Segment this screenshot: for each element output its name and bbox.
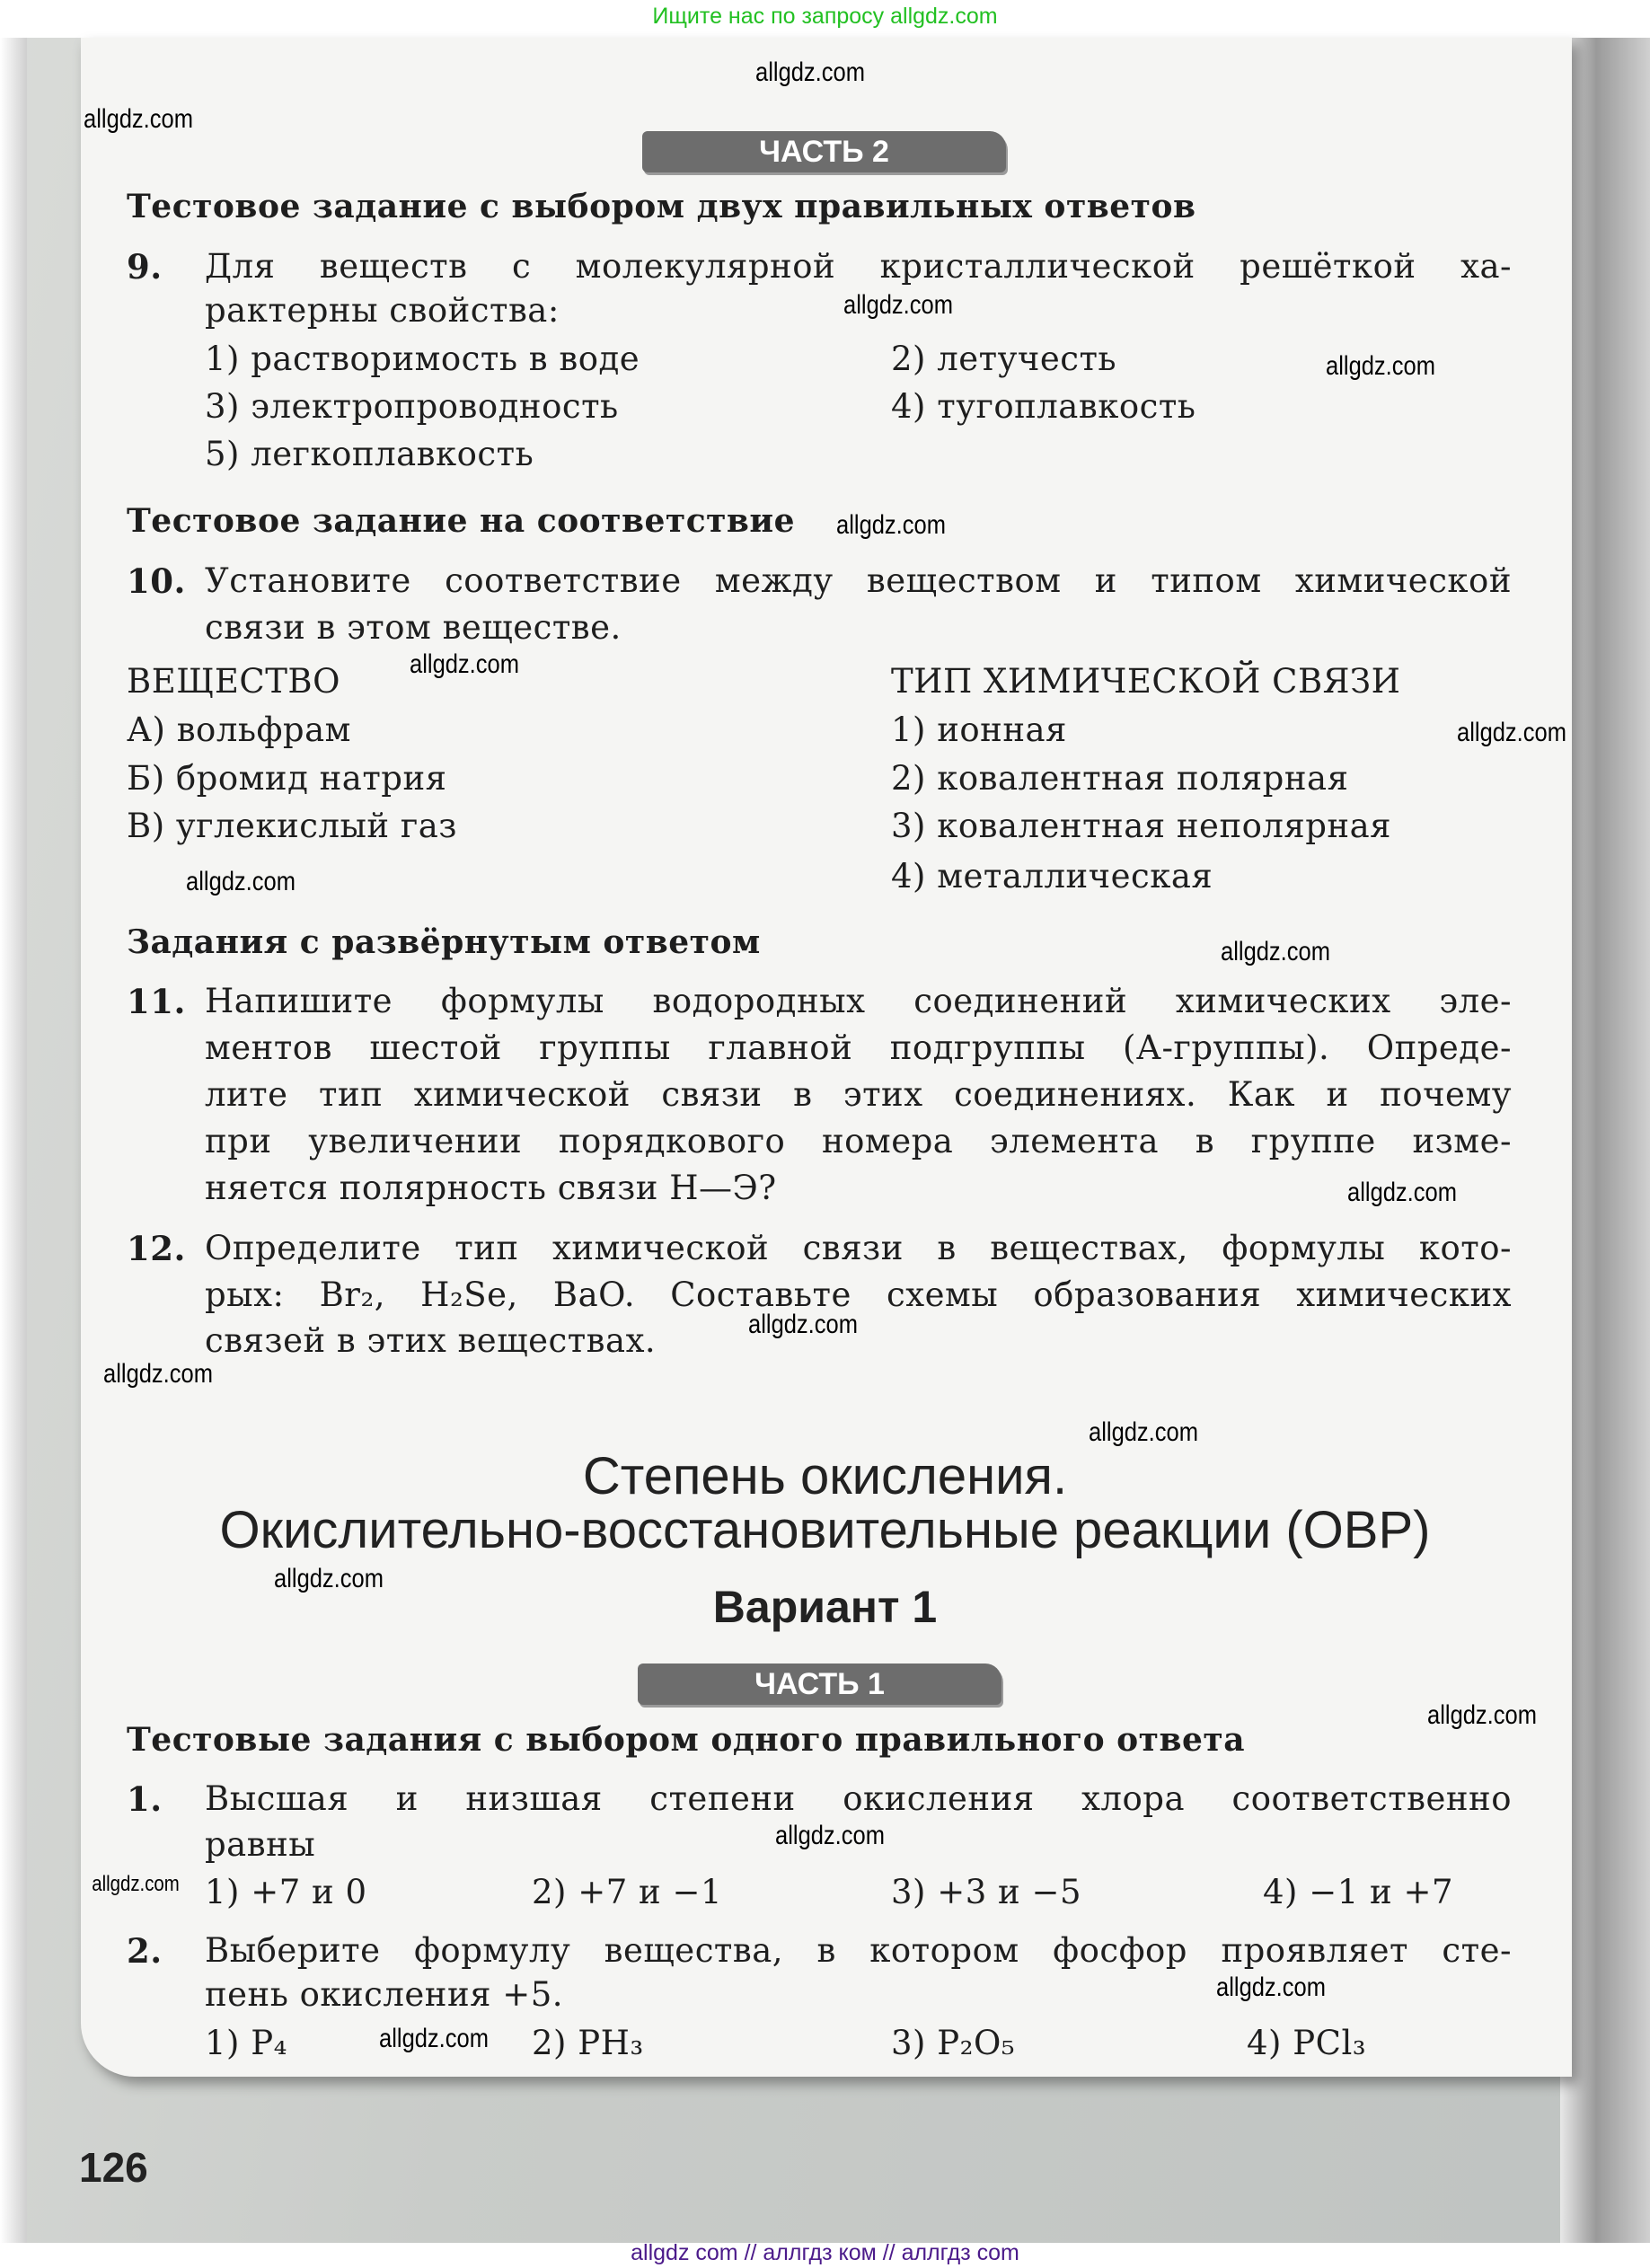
q9-option: 3) электропроводность — [205, 387, 619, 426]
q10-bond-type: 3) ковалентная неполярная — [891, 807, 1391, 845]
watermark: allgdz.com — [1089, 1417, 1198, 1447]
q10-left-header: ВЕЩЕСТВО — [127, 662, 340, 701]
watermark: allgdz.com — [1221, 937, 1330, 966]
q2-option: 1) P₄ — [205, 2024, 287, 2062]
q2-option: 3) P₂O₅ — [891, 2024, 1016, 2062]
heading-extended: Задания с развёрнутым ответом — [127, 923, 761, 961]
top-banner[interactable]: Ищите нас по запросу allgdz.com — [652, 4, 998, 29]
q2-option: 2) PH₃ — [532, 2024, 644, 2062]
watermark: allgdz.com — [1347, 1178, 1457, 1207]
q2-text-line: Выберите формулу вещества, в котором фосфор проявляет сте- — [205, 1931, 1512, 1970]
q10-bond-type: 4) металлическая — [891, 857, 1213, 896]
part1-label: ЧАСТЬ 1 — [638, 1663, 1001, 1705]
watermark: allgdz.com — [1326, 351, 1435, 381]
watermark: allgdz.com — [1216, 1972, 1326, 2002]
q10-substance: Б) бромид натрия — [127, 759, 447, 798]
variant-title: Вариант 1 — [712, 1582, 938, 1632]
page-number: 126 — [79, 2144, 148, 2191]
q11-text-line: лите тип химической связи в этих соединениях. Как и почему — [205, 1075, 1512, 1114]
watermark: allgdz.com — [1427, 1700, 1537, 1730]
book-spine — [1560, 38, 1650, 2243]
heading-two-answers: Тестовое задание с выбором двух правильных ответов — [127, 188, 1196, 225]
q11-text-line: ментов шестой группы главной подгруппы (А-группы). Опреде- — [205, 1028, 1512, 1067]
q10-text-line: Установите соответствие между веществом и типом химической — [205, 561, 1512, 600]
q9-number: 9. — [127, 247, 163, 287]
q1-option: 3) +3 и −5 — [891, 1873, 1082, 1911]
watermark: allgdz.com — [410, 649, 519, 679]
q10-number: 10. — [127, 561, 186, 601]
q9-option: 4) тугоплавкость — [891, 387, 1196, 426]
q9-text-line: рактерны свойства: — [205, 291, 560, 330]
q1-option: 2) +7 и −1 — [532, 1873, 723, 1911]
watermark: allgdz.com — [186, 867, 296, 896]
watermark: allgdz.com — [836, 510, 946, 540]
q1-number: 1. — [127, 1779, 163, 1819]
q10-bond-type: 1) ионная — [891, 710, 1067, 749]
q10-bond-type: 2) ковалентная полярная — [891, 759, 1349, 798]
q10-substance: А) вольфрам — [127, 710, 351, 749]
q12-text-line: рых: Br₂, H₂Se, BaO. Составьте схемы образования химических — [205, 1275, 1512, 1314]
page-left-edge — [0, 38, 27, 2243]
q9-option: 1) растворимость в воде — [205, 340, 640, 378]
q2-number: 2. — [127, 1931, 163, 1971]
watermark: allgdz.com — [103, 1359, 213, 1389]
watermark: allgdz.com — [379, 2024, 489, 2053]
q9-option: 2) летучесть — [891, 340, 1117, 378]
q9-option: 5) легкоплавкость — [205, 435, 534, 473]
watermark: allgdz.com — [84, 104, 193, 134]
q11-text-line: Напишите формулы водородных соединений химических эле- — [205, 982, 1512, 1020]
part2-label: ЧАСТЬ 2 — [642, 131, 1006, 172]
q1-option: 4) −1 и +7 — [1263, 1873, 1454, 1911]
q12-text-line: Определите тип химической связи в веществах, формулы кото- — [205, 1229, 1512, 1267]
watermark: allgdz.com — [92, 1872, 180, 1896]
q11-text-line: при увеличении порядкового номера элемента в группе изме- — [205, 1122, 1512, 1160]
section-title-line1: Степень окисления. — [582, 1447, 1068, 1505]
heading-matching: Тестовое задание на соответствие — [127, 502, 796, 540]
q11-number: 11. — [127, 982, 186, 1021]
watermark: allgdz.com — [775, 1821, 885, 1850]
watermark: allgdz.com — [843, 290, 953, 320]
watermark: allgdz.com — [755, 57, 865, 87]
q2-text-line: пень окисления +5. — [205, 1975, 564, 2014]
q1-option: 1) +7 и 0 — [205, 1873, 367, 1911]
q1-text-line: Высшая и низшая степени окисления хлора соответственно — [205, 1779, 1512, 1818]
watermark: allgdz.com — [748, 1310, 858, 1339]
q1-text-line: равны — [205, 1825, 316, 1864]
section-title-line2: Окислительно-восстановительные реакции (ОВР) — [219, 1501, 1431, 1559]
q9-text-line: Для веществ с молекулярной кристаллической решёткой ха- — [205, 247, 1512, 286]
q10-right-header: ТИП ХИМИЧЕСКОЙ СВЯЗИ — [891, 662, 1401, 701]
heading-one-answer: Тестовые задания с выбором одного правильного ответа — [127, 1721, 1246, 1759]
q11-text-line: няется полярность связи Н—Э? — [205, 1169, 777, 1207]
bottom-banner[interactable]: allgdz com // аллгдз ком // аллгдз com — [631, 2240, 1019, 2265]
q12-text-line: связей в этих веществах. — [205, 1321, 657, 1360]
q12-number: 12. — [127, 1229, 186, 1268]
q10-text-line: связи в этом веществе. — [205, 608, 622, 647]
watermark: allgdz.com — [274, 1564, 384, 1593]
q10-substance: В) углекислый газ — [127, 807, 457, 845]
q2-option: 4) PCl₃ — [1247, 2024, 1367, 2062]
watermark: allgdz.com — [1457, 718, 1566, 747]
